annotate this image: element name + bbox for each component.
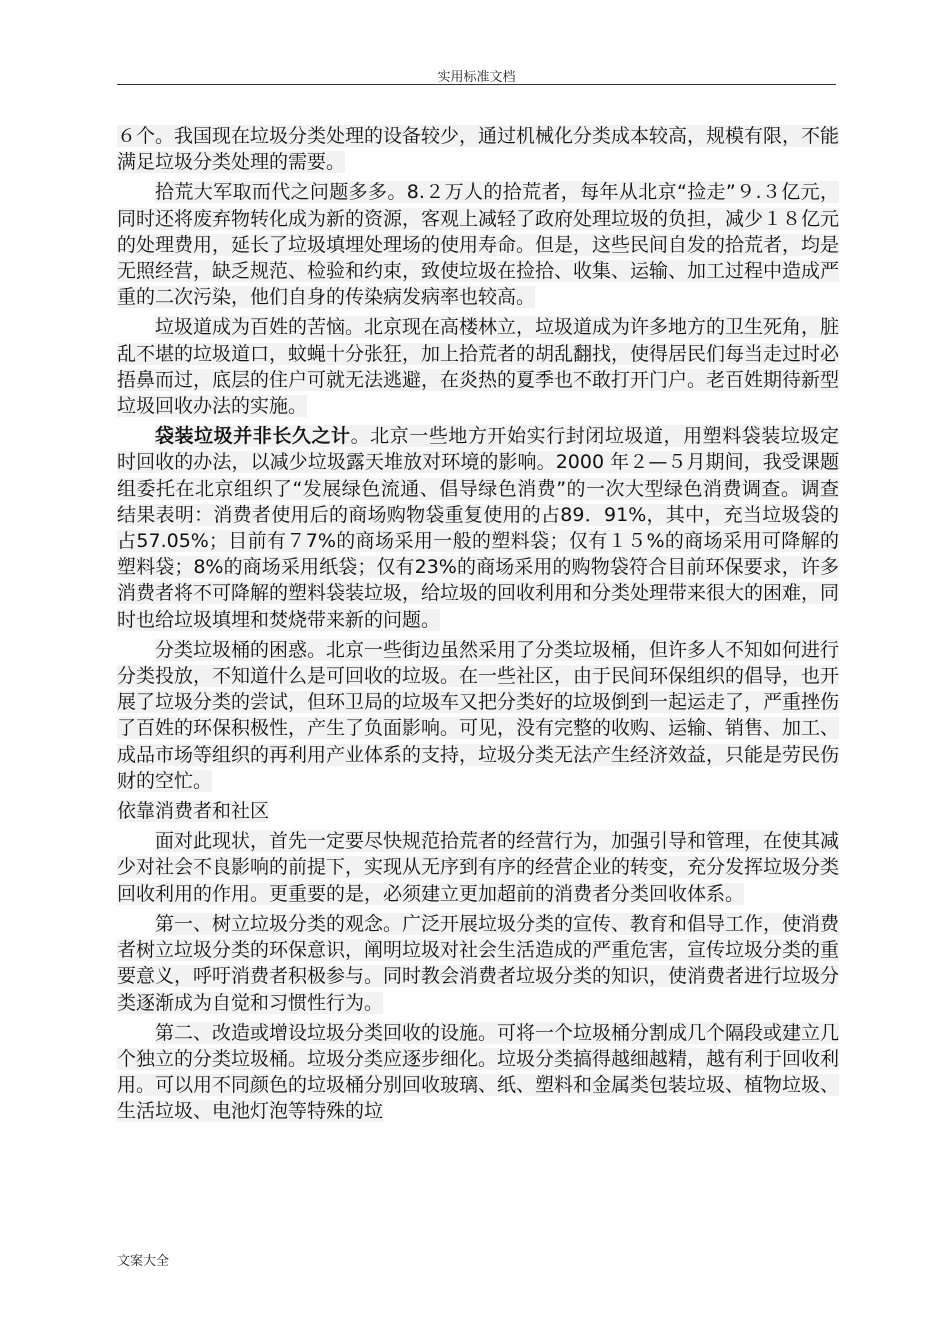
paragraph-6: 面对此现状，首先一定要尽快规范拾荒者的经营行为，加强引导和管理，在使其减少对社会不良影响的前提下，实现从无序到有序的经营企业的转变，充分发挥垃圾分类回收利用的作用。更重要的是，必须建立更加超前的消费者分类回收体系。 [117,830,840,905]
paragraph-1: ６个。我国现在垃圾分类处理的设备较少，通过机械化分类成本较高，规模有限，不能满足垃圾分类处理的需要。 [117,125,840,174]
paragraph-8: 第二、改造或增设垃圾分类回收的设施。可将一个垃圾桶分割成几个隔段或建立几个独立的分类垃圾桶。垃圾分类应逐步细化。垃圾分类搞得越细越精，越有利于回收利用。可以用不同颜色的垃圾桶分别回收玻璃、纸、塑料和金属类包装垃圾、植物垃圾、生活垃圾、电池灯泡等特殊的垃 [117,1021,840,1123]
paragraph-4: 袋装垃圾并非长久之计。北京一些地方开始实行封闭垃圾道，用塑料袋装垃圾定时回收的办法，以减少垃圾露天堆放对环境的影响。2000 年２—５月期间，我受课题组委托在北京组织了“发展绿色流通、倡导绿色消费”的一次大型绿色消费调查。调查结果表明：消费者使用后的商场购物袋重复使用的占89．91%，其中，充当垃圾袋的占57.05%；目前有７7%的商场采用一般的塑料袋；仅有１５%的商场采用可降解的塑料袋；8%的商场采用纸袋；仅有23%的商场采用的购物袋符合目前环保要求，许多消费者将不可降解的塑料袋装垃圾，给垃圾的回收利用和分类处理带来很大的困难，同时也给垃圾填埋和焚烧带来新的问题。 [117,425,840,631]
paragraph-5: 分类垃圾桶的困惑。北京一些街边虽然采用了分类垃圾桶，但许多人不知如何进行分类投放，不知道什么是可回收的垃圾。在一些社区，由于民间环保组织的倡导，也开展了垃圾分类的尝试，但环卫局的垃圾车又把分类好的垃圾倒到一起运走了，严重挫伤了百姓的环保积极性，产生了负面影响。可见，没有完整的收购、运输、销售、加工、成品市场等组织的再利用产业体系的支持，垃圾分类无法产生经济效益，只能是劳民伤财的空忙。 [117,638,840,792]
header-title: 实用标准文档 [437,70,516,85]
paragraph-3: 垃圾道成为百姓的苦恼。北京现在高楼林立，垃圾道成为许多地方的卫生死角，脏乱不堪的垃圾道口，蚊蝇十分张狂，加上拾荒者的胡乱翻找，使得居民们每当走过时必捂鼻而过，底层的住户可就无法逃避，在炎热的夏季也不敢打开门户。老百姓期待新型垃圾回收办法的实施。 [117,316,840,418]
paragraph-2: 拾荒大军取而代之问题多多。8.２万人的拾荒者，每年从北京“捡走”９.３亿元，同时还将废弃物转化成为新的资源，客观上减轻了政府处理垃圾的负担，减少１８亿元的处理费用，延长了垃圾填埋处理场的使用寿命。但是，这些民间自发的拾荒者，均是无照经营，缺乏规范、检验和约束，致使垃圾在捡拾、收集、运输、加工过程中造成严重的二次污染，他们自身的传染病发病率也较高。 [117,181,840,309]
paragraph-7: 第一、树立垃圾分类的观念。广泛开展垃圾分类的宣传、教育和倡导工作，使消费者树立垃圾分类的环保意识，阐明垃圾对社会生活造成的严重危害，宣传垃圾分类的重要意义，呼吁消费者积极参与。同时教会消费者垃圾分类的知识，使消费者进行垃圾分类逐渐成为自觉和习惯性行为。 [117,912,840,1014]
section-heading: 依靠消费者和社区 [117,800,270,823]
document-body [117,123,839,1129]
paragraph-lead: 袋装垃圾并非长久之计 [155,425,351,448]
page-footer [117,1250,169,1269]
page-header [117,66,836,85]
header-divider [117,84,836,85]
footer-text: 文案大全 [117,1254,170,1269]
